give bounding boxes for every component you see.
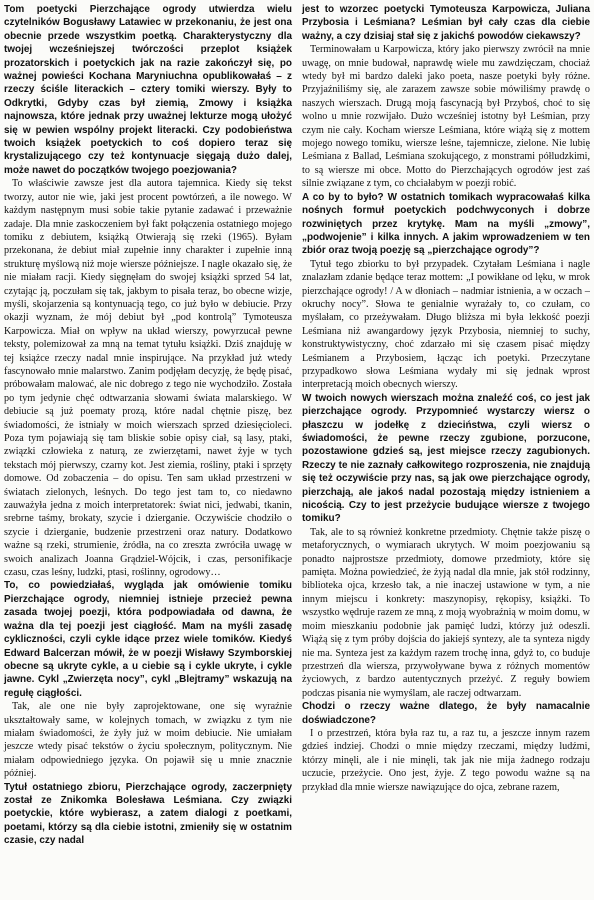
interview-answer: Terminowałam u Karpowicza, który jako pierwszy zwrócił na mnie uwagę, on mnie budował, naprawdę wiele mu zawdzięczam, chociaż wtedy był mi bardzo daleki jako poeta, nasze poetyki były różne. Przyjaźniliśmy się, ale zarazem zawsze sobie mówiliśmy prawdę o naszych wierszach. Drugą moją fascynacją był Przyboś, choć to się wolno u mnie rozwijało. Dużo wcześniej istotny był Leśmian, przy czym nie cały. Kocham wiersze Leśmiana, które wiążą się z mottem mojego nowego tomiku, wiersze leśne, tajemnicze, zielone. Nie lubię Leśmiana z Ballad, Leśmiana szokującego, z monstrami półludzkimi, to są wiersze mi obce. Motto do Pierzchających ogrodów jest zaś silnie związane z tym, co chciałabym w poezji robić. — [302, 44, 590, 190]
interview-question: Tom poetycki Pierzchające ogrody utwierdza wielu czytelników Bogusławy Latawiec w przekonaniu, że jest ona obecnie przede wszystkim poetką. Charakterystyczny dla twojej wcześniejszej twórczości przeplot książek prozatorskich i poetyckich jak na razie zakończył się, po ważnej powieści Kochana Maryniuchna opublikowałaś – z rzeczy ściśle literackich – cztery tomiki wierszy. Były to Odkrytki, Gdyby czas był ziemią, Zmowy i książka najnowsza, które jednak przy uważnej lekturze mogą ułożyć się w pewien wspólny projekt literacki. Czy podobieństwa twoich książek poetyckich to coś dopiero teraz się krystalizującego czy też kontynuacje sięgają dużo dalej, może nawet do początków twojego poezjowania? — [4, 4, 292, 176]
left-column — [4, 3, 292, 848]
interview-answer: Tak, ale to są również konkretne przedmioty. Chętnie także piszę o metaforycznych, o wymiarach ukrytych. W moim poezjowaniu są ponadto najprostsze przedmioty, domowe przedmioty, które się pamięta. Można powiedzieć, że żyją nadal dla mnie, jak stół rodzinny, biblioteka ojca, krzesło tak, a nie inaczej ustawione w tym, a nie innym miejscu i konkrety: maszynopisy, rękopisy, książki. To wszystko wędruje razem ze mną, z moją wyobraźnią w moim domu, w moim mieszkaniu podobnie jak pamięć ludzi, którzy już odeszli. Wiążą się z tym próby dojścia do jakiejś syntezy, ale ta synteza nigdy nie ma. Synteza jest za każdym razem trochę inna, gdyż to, co buduje przestrzeń dla wiersza, przywoływane bywa z różnych momentów życiowych, z bardzo autentycznych przeżyć. Z reguły bowiem podczas pisania nie wymyślam, ale raczej odtwarzam. — [302, 526, 590, 699]
interview-answer: To właściwie zawsze jest dla autora tajemnica. Kiedy się tekst tworzy, autor nie wie, jaki jest procent powtórzeń, a ile nowego. W każdym następnym musi sobie takie pytanie zadawać i przeważnie zadaje. Dla mnie zaskoczeniem był fakt połączenia ostatniego mojego tomiku z debiutem, książką Otwierają się rzeki (1965). Byłam przekonana, że debiut miał zupełnie inny charakter i zupełnie inną strukturę myślową niż moje wiersze późniejsze. I nagle okazało się, że nie miałam racji. Kiedy sięgnęłam do swojej książki sprzed 54 lat, czytając ją, poczułam się tak, jakbym to pisała teraz, bo obecne wizje, myśli, skojarzenia są kontynuacją tego, co już było w debiucie. Przy okazji wyznam, że mój debiut był „pod kontrolą” Tymoteusza Karpowicza. Miał on wpływ na układ wierszy, powyrzucał pewne teksty, polemizował za mną na temat tytułu książki. Dziś znajduję w tej książce rzeczy nadal mnie inspirujące. Na przykład już wtedy fascynowało mnie malarstwo. Zanim podjęłam decyzję, że będę pisać, próbowałam malować, ale nic dobrego z tego nie wychodziło. Została po tym jedynie chęć odtwarzania słowami świata malarskiego. W debiucie są już poematy prozą, które nadal chętnie piszę, bez świadomości, że istniały w moich wierszach sprzed dziesięcioleci. Poza tym pojawiają się tam bliskie sobie opisy ciał, są lasy, ptaki, związki człowieka z naturą, ze zwierzętami, nawet żyje w tych tekstach mój pierwszy, czarny kot. Jest ziemia, rośliny, ptaki i sprzęty domowe. Od zobaczenia – do opisu. Ten sam układ przestrzeni w światach zielonych, leśnych. Do tego jest tam to, co niedawno zauważyła jedna z moich interpretatorek: świat nici, jedwabi, tkanin, srebrne taśmy, brokaty, szycie i dzierganie. Oczywiście chodziło o szycie i dzierganie, budzenie przestrzeni oraz natury. Dodatkowo ważne są rzeki, strumienie, źródła, na co zreszta zwróciła uwagę w swoich analizach Joanna Grądziel-Wójcik, i czas, personifikacje czasu, czas leśny, ludzki, ptasi, roślinny, ogrodowy… — [4, 178, 292, 579]
right-column — [302, 3, 590, 848]
two-column-layout — [4, 3, 590, 848]
interview-question: Tytuł ostatniego zbioru, Pierzchające ogrody, zaczerpnięty został ze Znikomka Bolesława Leśmiana. Czy związki poetyckie, które wybierasz, a zatem dialogi z poetkami, poetami, którzy są dla ciebie istotni, zmieniły się w ostatnim czasie, czy nadal — [4, 781, 292, 847]
interview-answer: Tytuł tego zbiorku to był przypadek. Czytałam Leśmiana i nagle znalazłam zdanie będące teraz mottem: „I powikłane od lęku, w mrok pierzchające ogrody! / A w dłoniach – nadmiar istnienia, a w oczach – okruchy nocy”. Słowa te genialnie wyrażały to, co czułam, co myślałam, co przeżywałam. Długo bliższa mi była lekkość poezji Leśmiana niż awangardowy język Przybosia, niemniej to suchy, konstruktywistyczny, choć zdarzało mi się czasem pisać między Leśmianem a Przybosiem, łącząc ich poetyki. Przeczytane przypadkowo słowa Leśmiana wydały mi się jednak wprost interpretacją moich obecnych wierszy. — [302, 258, 590, 391]
interview-question: Chodzi o rzeczy ważne dlatego, że były namacalnie doświadczone? — [302, 701, 590, 726]
interview-question: To, co powiedziałaś, wygląda jak omówienie tomiku Pierzchające ogrody, niemniej istnieje przecież pewna zasada twojej poezji, która podpowiadała od dawna, że ważna dla tej poezji jest ciągłość. Mam na myśli zasadę cykliczności, czyli cykle idące przez wiele tomików. Kiedyś Edward Balcerzan mówił, że w poezji Wisławy Szymborskiej obecne są ukryte cykle, a u ciebie są i cykle ukryte, i cykle jawne. Cykl „Zwierzęta nocy”, cykl „Blejtramy” wskazują na regułę ciągłości. — [4, 580, 292, 699]
interview-question: jest to wzorzec poetycki Tymoteusza Karpowicza, Juliana Przybosia i Leśmiana? Leśmian był cały czas dla ciebie ważny, a czy dzisiaj stał się z jakichś powodów ciekawszy? — [302, 4, 590, 42]
interview-answer: I o przestrzeń, która była raz tu, a raz tu, a jeszcze innym razem gdzieś indziej. Chodzi o mnie między rzeczami, między ludźmi, którzy minęli, ale i nie minęli, tak jak nie mija żadnego rodzaju uczucie, przeżycie. Ono jest, żyje. Z tego powodu ważne są na przykład dla mnie wiersze nawiązujące do ojca, zebrane razem, — [302, 727, 590, 793]
interview-question: A co by to było? W ostatnich tomikach wypracowałaś kilka nośnych formuł poetyckich podchwyconych i dobrze rozwiniętych przez krytykę. Mam na myśli „zmowy”, „podwojenie” i kilka innych. A jakim wprowadzeniem w ten zbiór oraz twoją poezję są „pierzchające ogrody”? — [302, 191, 590, 257]
interview-question: W twoich nowych wierszach można znaleźć coś, co jest jak pierzchające ogrody. Przypomnieć wystarczy wiersz o płaszczu w jodełkę z dzieciństwa, czyli wiersz o świadomości, że pewne rzeczy zgubione, porzucone, pozostawione gdzieś są, jest miejsce rzeczy zagubionych. Rzeczy te nie zaznały całkowitego rozproszenia, nie znajdują się też oczywiście przy nas, są jak owe pierzchające ogrody, pierzchają, ale jakoś nadal pozostają między istnieniem a nicością. Czy to jest przeżycie budujące wiersze z twojego tomiku? — [302, 392, 590, 525]
interview-answer: Tak, ale one nie były zaprojektowane, one się wyraźnie ukształtowały same, w kolejnych tomach, w związku z tym nie miałam świadomości, że żyły już w moim debiucie. Nie umiałam jeszcze wtedy pisać tekstów o życiu społecznym, politycznym. Nie miałam odpowiedniego języka. On pojawił się u mnie znacznie później. — [4, 701, 292, 780]
